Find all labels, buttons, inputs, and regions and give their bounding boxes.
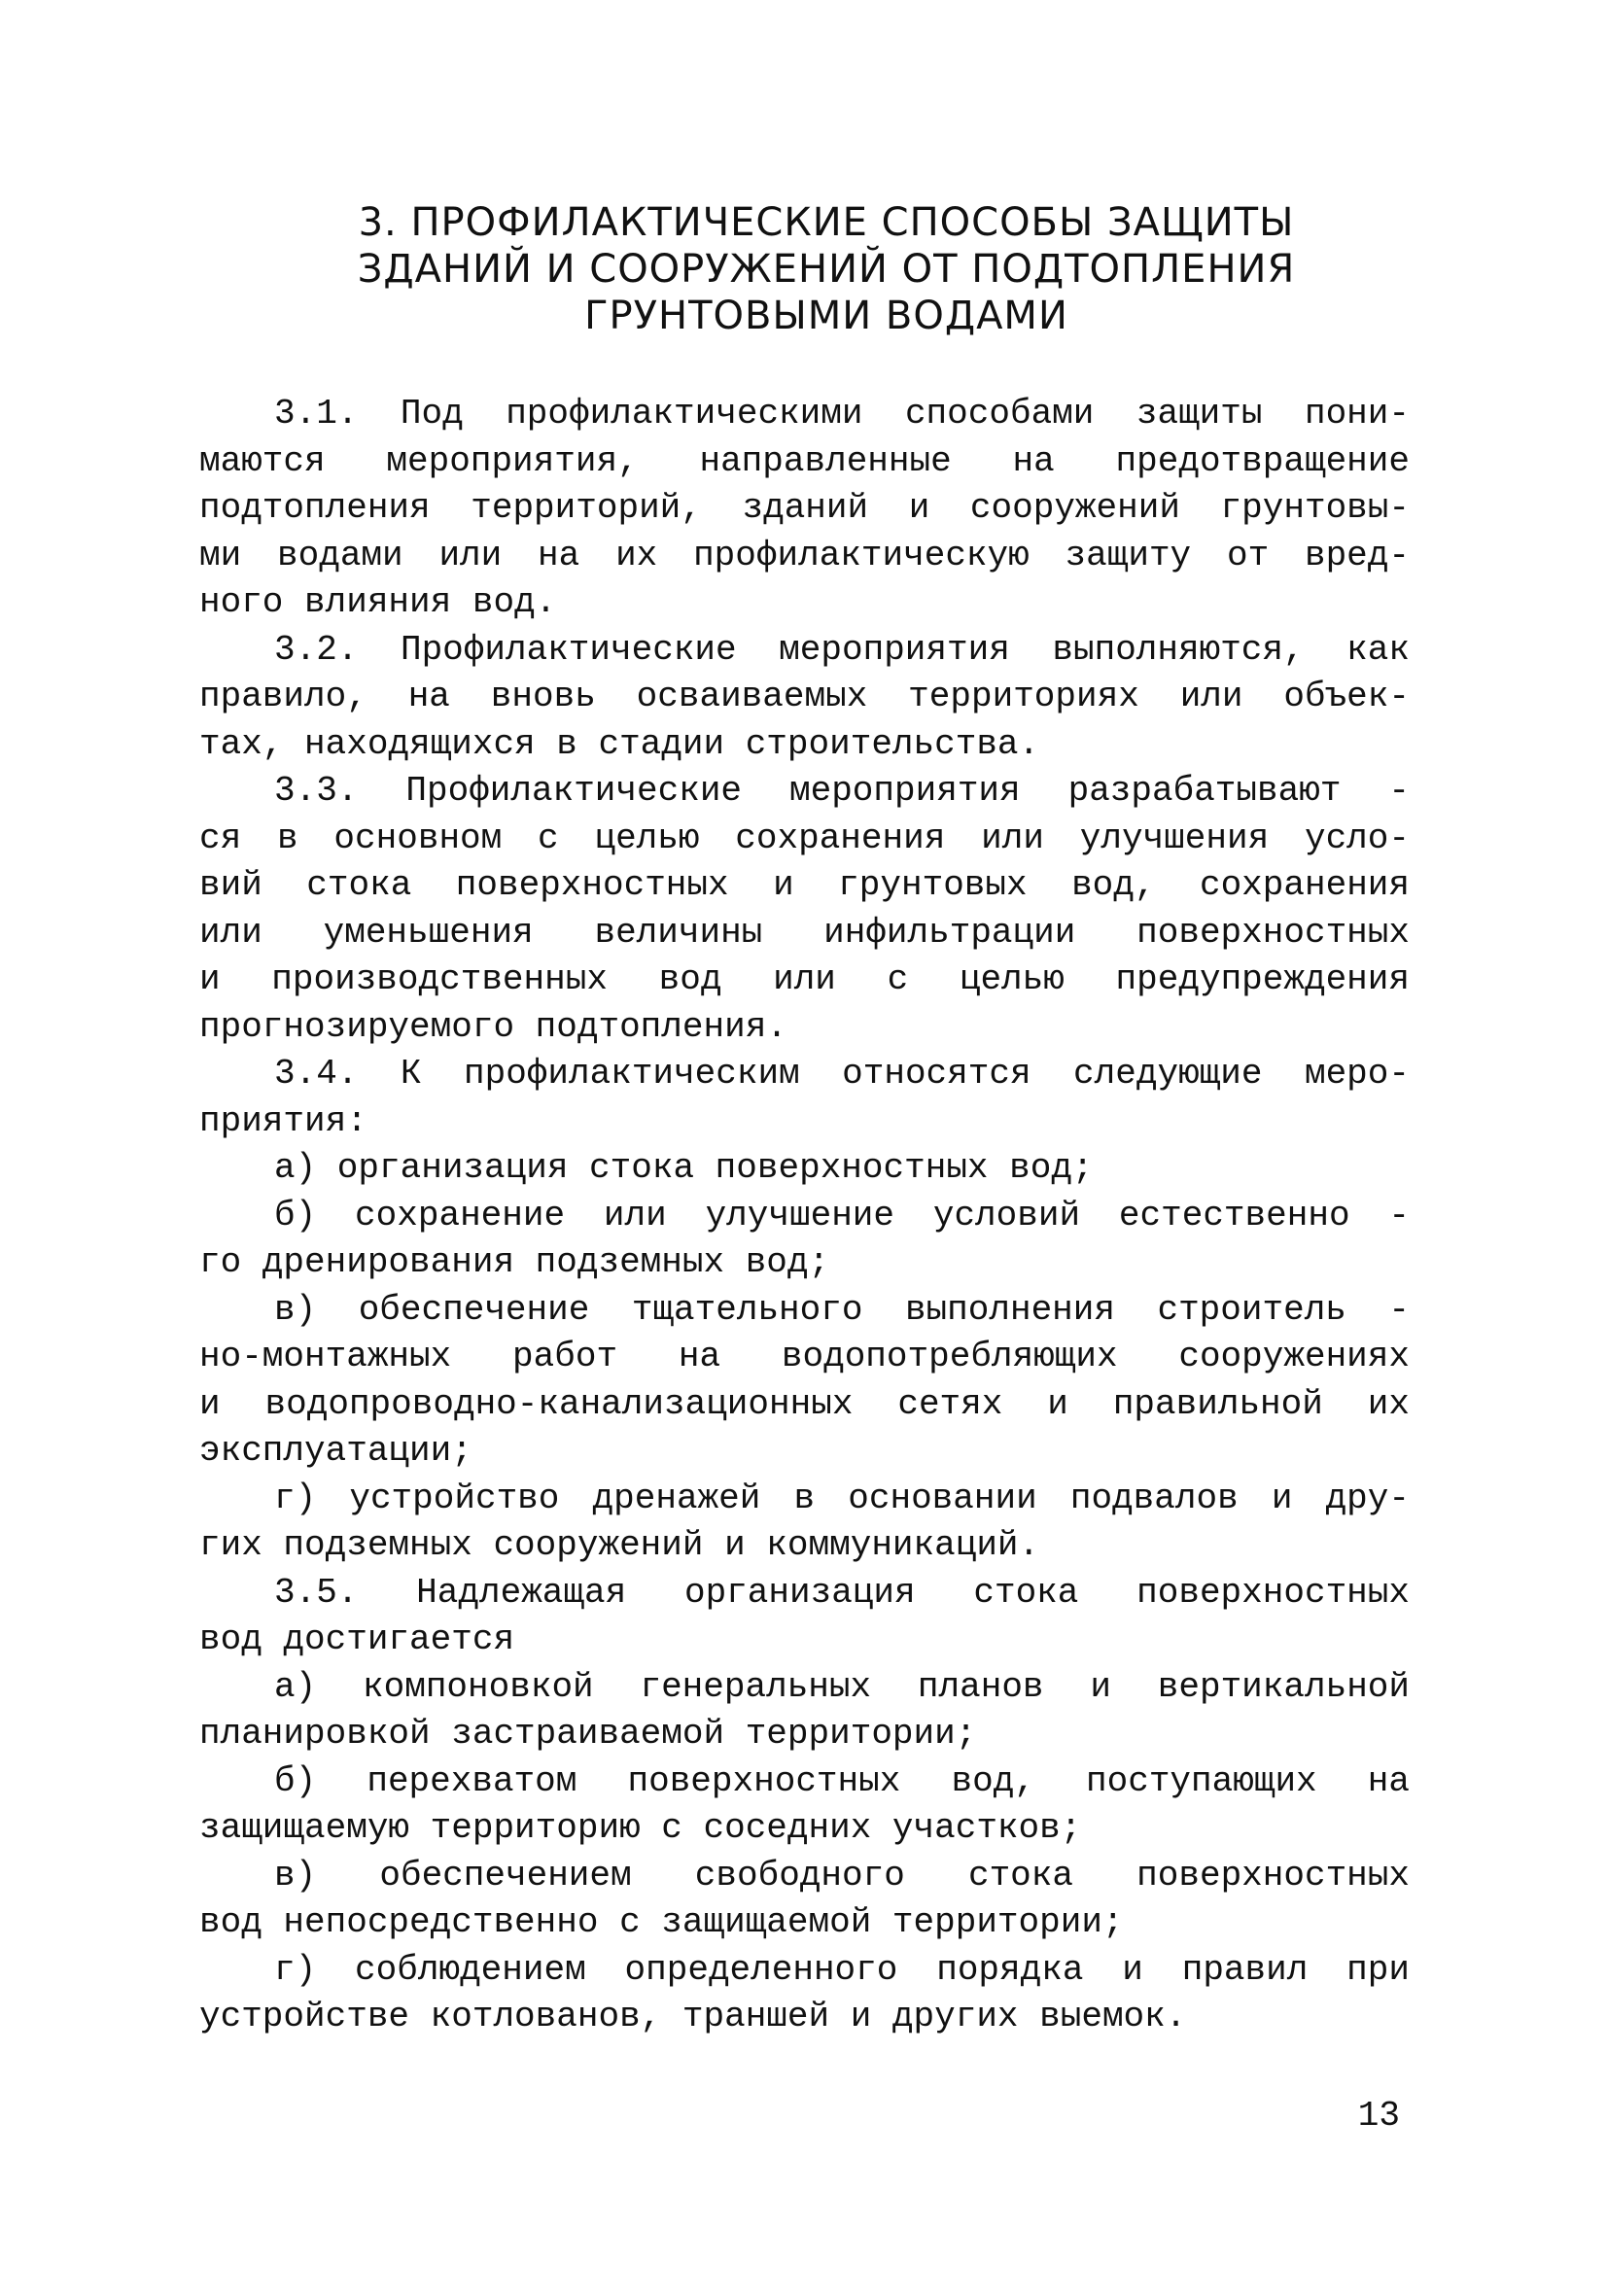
paragraph-3-2 — [199, 627, 1410, 769]
list-item-3-4-b — [199, 1193, 1410, 1287]
paragraph-3-4 — [199, 1051, 1410, 1145]
text-line: 3.1. Под профилактическими способами защиты пони- — [274, 394, 1410, 434]
text-line: планировкой застраиваемой территории; — [199, 1714, 977, 1754]
list-item-3-4-a — [199, 1145, 1410, 1193]
text-line: б) сохранение или улучшение условий естественно - — [274, 1195, 1410, 1235]
text-line: маются мероприятия, направленные на предотвращение — [199, 440, 1410, 481]
paragraph-3-1 — [199, 391, 1410, 627]
text-line: го дренирования подземных вод; — [199, 1242, 830, 1282]
text-line: 3.4. К профилактическим относятся следующие меро- — [274, 1054, 1410, 1094]
text-line: приятия: — [199, 1100, 367, 1141]
text-line: устройстве котлованов, траншей и других выемок. — [199, 1997, 1187, 2036]
text-line: вий стока поверхностных и грунтовых вод, сохранения — [199, 865, 1410, 905]
text-line: правило, на вновь осваиваемых территориях или объек- — [199, 677, 1410, 716]
text-line: а) организация стока поверхностных вод; — [274, 1148, 1094, 1188]
list-item-3-5-b — [199, 1758, 1410, 1853]
paragraph-3-3 — [199, 768, 1410, 1051]
text-line: 3.5. Надлежащая организация стока поверхностных — [274, 1572, 1410, 1613]
text-line: 3.2. Профилактические мероприятия выполняются, как — [274, 629, 1410, 670]
text-line: и производственных вод или с целью предупреждения — [199, 959, 1410, 999]
text-line: вод достигается — [199, 1619, 515, 1659]
text-line: ми водами или на их профилактическую защиту от вред- — [199, 535, 1410, 575]
list-item-3-5-g — [199, 1947, 1410, 2041]
text-line: гих подземных сооружений и коммуникаций. — [199, 1525, 1040, 1565]
heading-line-3: ГРУНТОВЫМИ ВОДАМИ — [584, 294, 1068, 338]
text-line: и водопроводно-канализационных сетях и правильной их — [199, 1383, 1410, 1424]
text-line: 3.3. Профилактические мероприятия разрабатывают - — [274, 771, 1410, 811]
text-line: г) устройство дренажей в основании подвалов и дру- — [274, 1478, 1410, 1518]
text-line: а) компоновкой генеральных планов и вертикальной — [274, 1666, 1410, 1707]
text-line: в) обеспечением свободного стока поверхностных — [274, 1855, 1410, 1896]
heading-line-2: ЗДАНИЙ И СООРУЖЕНИЙ ОТ ПОДТОПЛЕНИЯ — [357, 247, 1296, 292]
text-line: подтопления территорий, зданий и сооружений грунтовы- — [199, 488, 1410, 528]
list-item-3-5-a — [199, 1664, 1410, 1758]
paragraph-3-5 — [199, 1570, 1410, 1664]
text-line: защищаемую территорию с соседних участков; — [199, 1808, 1082, 1848]
heading-line-1: 3. ПРОФИЛАКТИЧЕСКИЕ СПОСОБЫ ЗАЩИТЫ — [358, 200, 1295, 245]
page-number: 13 — [1357, 2096, 1400, 2136]
text-line: ся в основном с целью сохранения или улучшения усло- — [199, 818, 1410, 858]
text-line: в) обеспечение тщательного выполнения строитель - — [274, 1289, 1410, 1330]
text-line: тах, находящихся в стадии строительства. — [199, 723, 1040, 764]
body-text — [199, 391, 1410, 2041]
text-line: эксплуатации; — [199, 1431, 472, 1471]
text-line: вод непосредственно с защищаемой территории; — [199, 1902, 1124, 1942]
text-line: или уменьшения величины инфильтрации поверхностных — [199, 912, 1410, 953]
text-line: прогнозируемого подтопления. — [199, 1006, 787, 1047]
text-line: но-монтажных работ на водопотребляющих сооружениях — [199, 1337, 1410, 1376]
list-item-3-5-v — [199, 1853, 1410, 1947]
section-heading — [292, 199, 1361, 339]
list-item-3-4-v — [199, 1287, 1410, 1476]
list-item-3-4-g — [199, 1476, 1410, 1570]
text-line: б) перехватом поверхностных вод, поступающих на — [274, 1760, 1410, 1801]
text-line: ного влияния вод. — [199, 582, 557, 622]
text-line: г) соблюдением определенного порядка и правил при — [274, 1949, 1410, 1990]
